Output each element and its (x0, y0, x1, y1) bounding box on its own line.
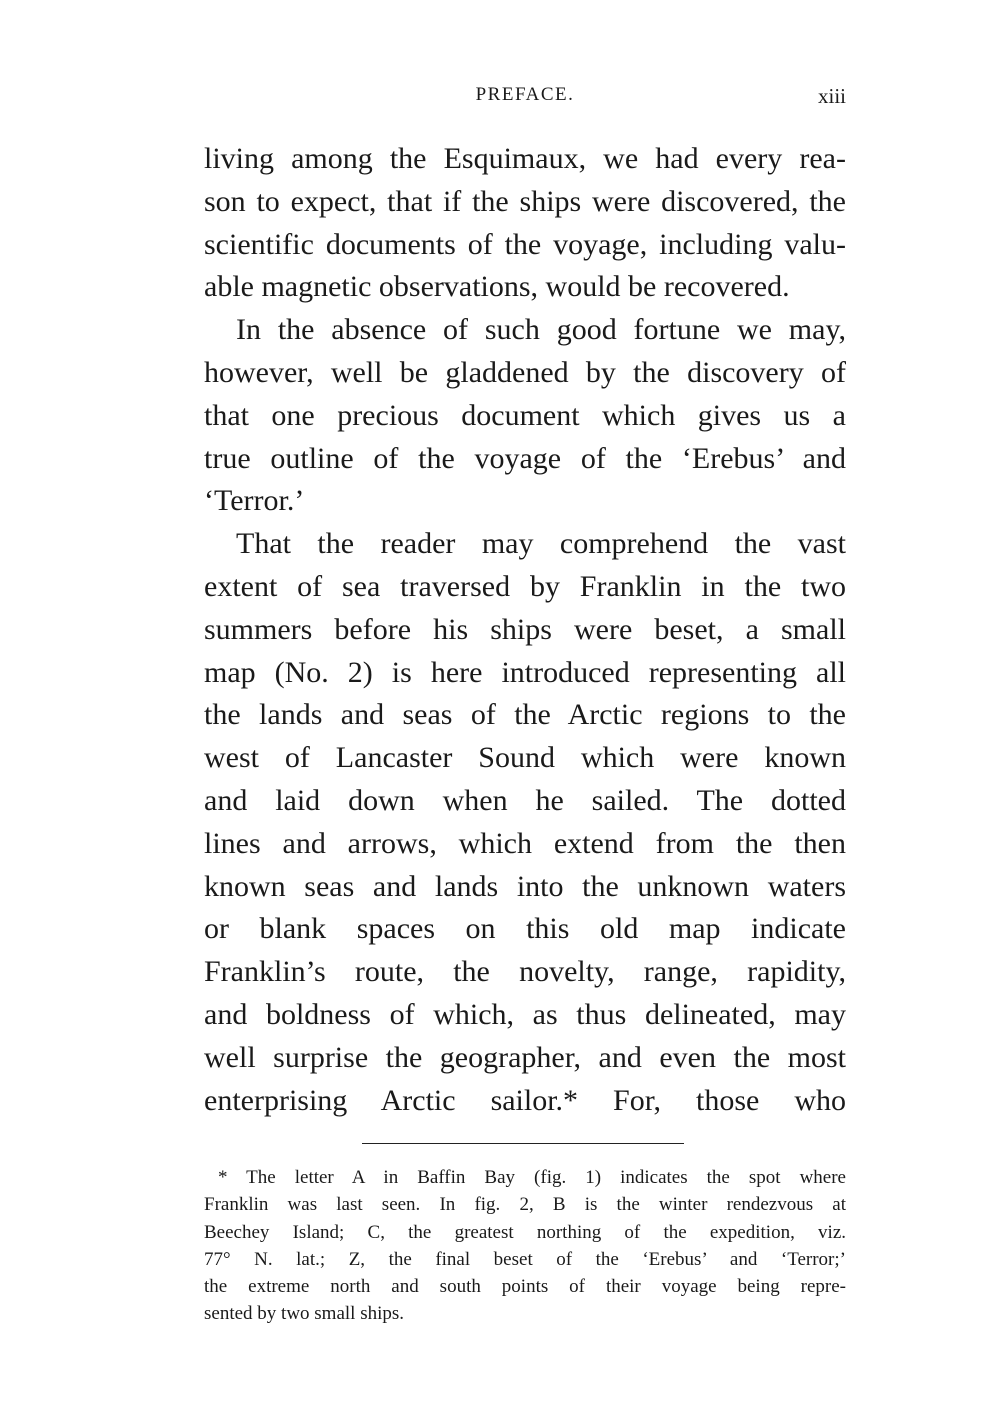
footnote-line: Franklin was last seen. In fig. 2, B is the winter rendezvous at (204, 1194, 846, 1216)
body-line: extent of sea traversed by Franklin in the two (204, 569, 846, 603)
running-head-title: PREFACE. (475, 84, 575, 105)
footnote-line: sented by two small ships. (204, 1303, 405, 1325)
footnote-line: Beechey Island; C, the greatest northing of the expedition, viz. (204, 1221, 846, 1243)
body-line: son to expect, that if the ships were discovered, the (204, 184, 846, 218)
body-line: enterprising Arctic sailor.* For, those who (204, 1083, 846, 1117)
body-line: true outline of the voyage of the ‘Erebus’ and (204, 441, 846, 475)
body-line: well surprise the geographer, and even the most (204, 1040, 846, 1074)
body-line: known seas and lands into the unknown waters (204, 869, 846, 903)
body-line: scientific documents of the voyage, including valu- (204, 227, 846, 261)
body-line: That the reader may comprehend the vast (236, 527, 846, 561)
body-line: map (No. 2) is here introduced representing all (204, 655, 846, 689)
running-head (204, 82, 846, 112)
body-line: Franklin’s route, the novelty, range, rapidity, (204, 955, 846, 989)
body-line: west of Lancaster Sound which were known (204, 741, 846, 775)
body-line: however, well be gladdened by the discovery of (204, 355, 846, 389)
body-line: that one precious document which gives us a (204, 398, 846, 432)
body-line: In the absence of such good fortune we may, (236, 313, 846, 347)
body-line: able magnetic observations, would be recovered. (204, 270, 790, 304)
body-text (204, 138, 846, 1122)
body-line: and laid down when he sailed. The dotted (204, 783, 846, 817)
footnote (204, 1164, 846, 1328)
footnote-line: 77° N. lat.; Z, the final beset of the ‘Erebus’ and ‘Terror;’ (204, 1248, 846, 1270)
footnote-line: * The letter A in Baffin Bay (fig. 1) indicates the spot where (218, 1167, 846, 1188)
footnote-line: the extreme north and south points of their voyage being repre- (204, 1276, 846, 1298)
body-line: living among the Esquimaux, we had every rea- (204, 142, 846, 175)
body-line: and boldness of which, as thus delineated, may (204, 997, 846, 1031)
body-line: or blank spaces on this old map indicate (204, 912, 846, 946)
body-line: summers before his ships were beset, a small (204, 612, 846, 646)
footnote-rule (362, 1143, 684, 1144)
body-line: lines and arrows, which extend from the then (204, 826, 846, 860)
page-number: xiii (817, 84, 846, 108)
body-line: the lands and seas of the Arctic regions to the (204, 698, 846, 732)
body-line: ‘Terror.’ (204, 484, 305, 518)
